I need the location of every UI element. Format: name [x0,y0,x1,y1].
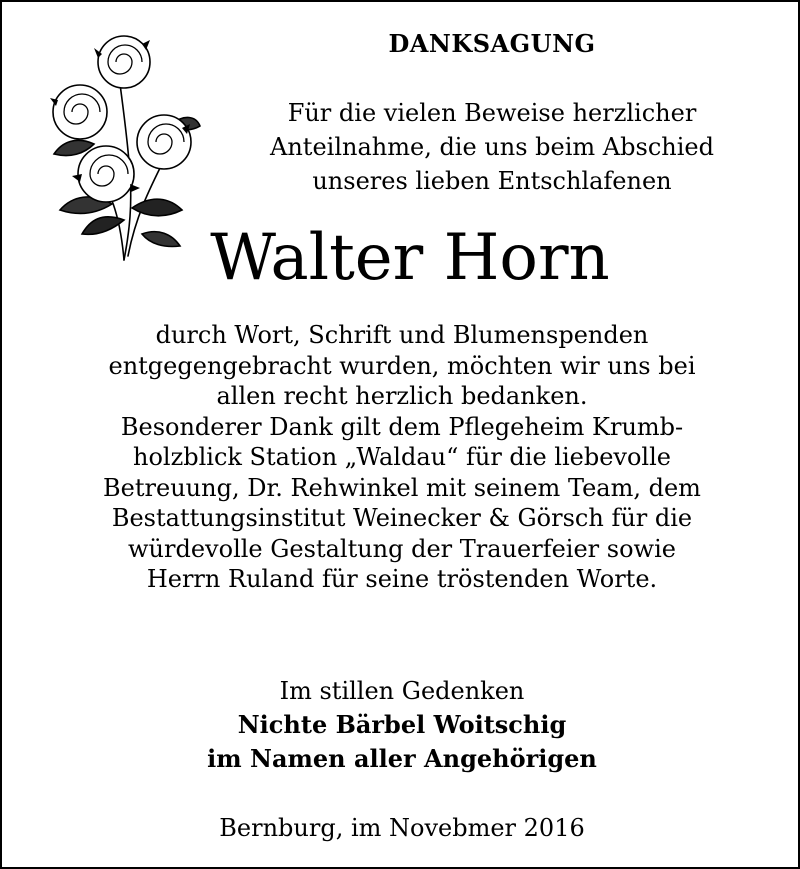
body-line: Bestattungsinstitut Weinecker & Görsch für die [111,504,693,532]
body-line: holzblick Station „Waldau“ für die liebevolle [133,443,671,471]
body-line: würdevolle Gestaltung der Trauerfeier sowie [128,534,676,563]
body-line: Besonderer Dank gilt dem Pflegeheim Krumb- [120,412,684,441]
intro-line: Anteilnahme, die uns beim Abschied [270,133,714,161]
deceased-name: Walter Horn [210,221,610,295]
closing-block [22,674,782,776]
signatory-name: Nichte Bärbel Woitschig [237,710,567,739]
roses-bouquet-icon [32,24,202,262]
on-behalf-line: im Namen aller Angehörigen [207,744,597,773]
body-text [22,320,782,595]
place-date: Bernburg, im Novebmer 2016 [219,814,585,842]
notice-heading: DANKSAGUNG [388,29,596,58]
body-line: allen recht herzlich bedanken. [216,382,588,410]
body-line: durch Wort, Schrift und Blumenspenden [155,321,649,349]
intro-text [202,96,782,198]
body-line: Herrn Ruland für seine tröstenden Worte. [146,565,658,593]
intro-line: unseres lieben Entschlafenen [312,167,672,195]
body-line: Betreuung, Dr. Rehwinkel mit seinem Team, dem [103,473,701,502]
body-line: entgegengebracht wurden, möchten wir uns bei [108,351,696,380]
closing-line: Im stillen Gedenken [279,677,525,705]
intro-line: Für die vielen Beweise herzlicher [287,99,697,127]
